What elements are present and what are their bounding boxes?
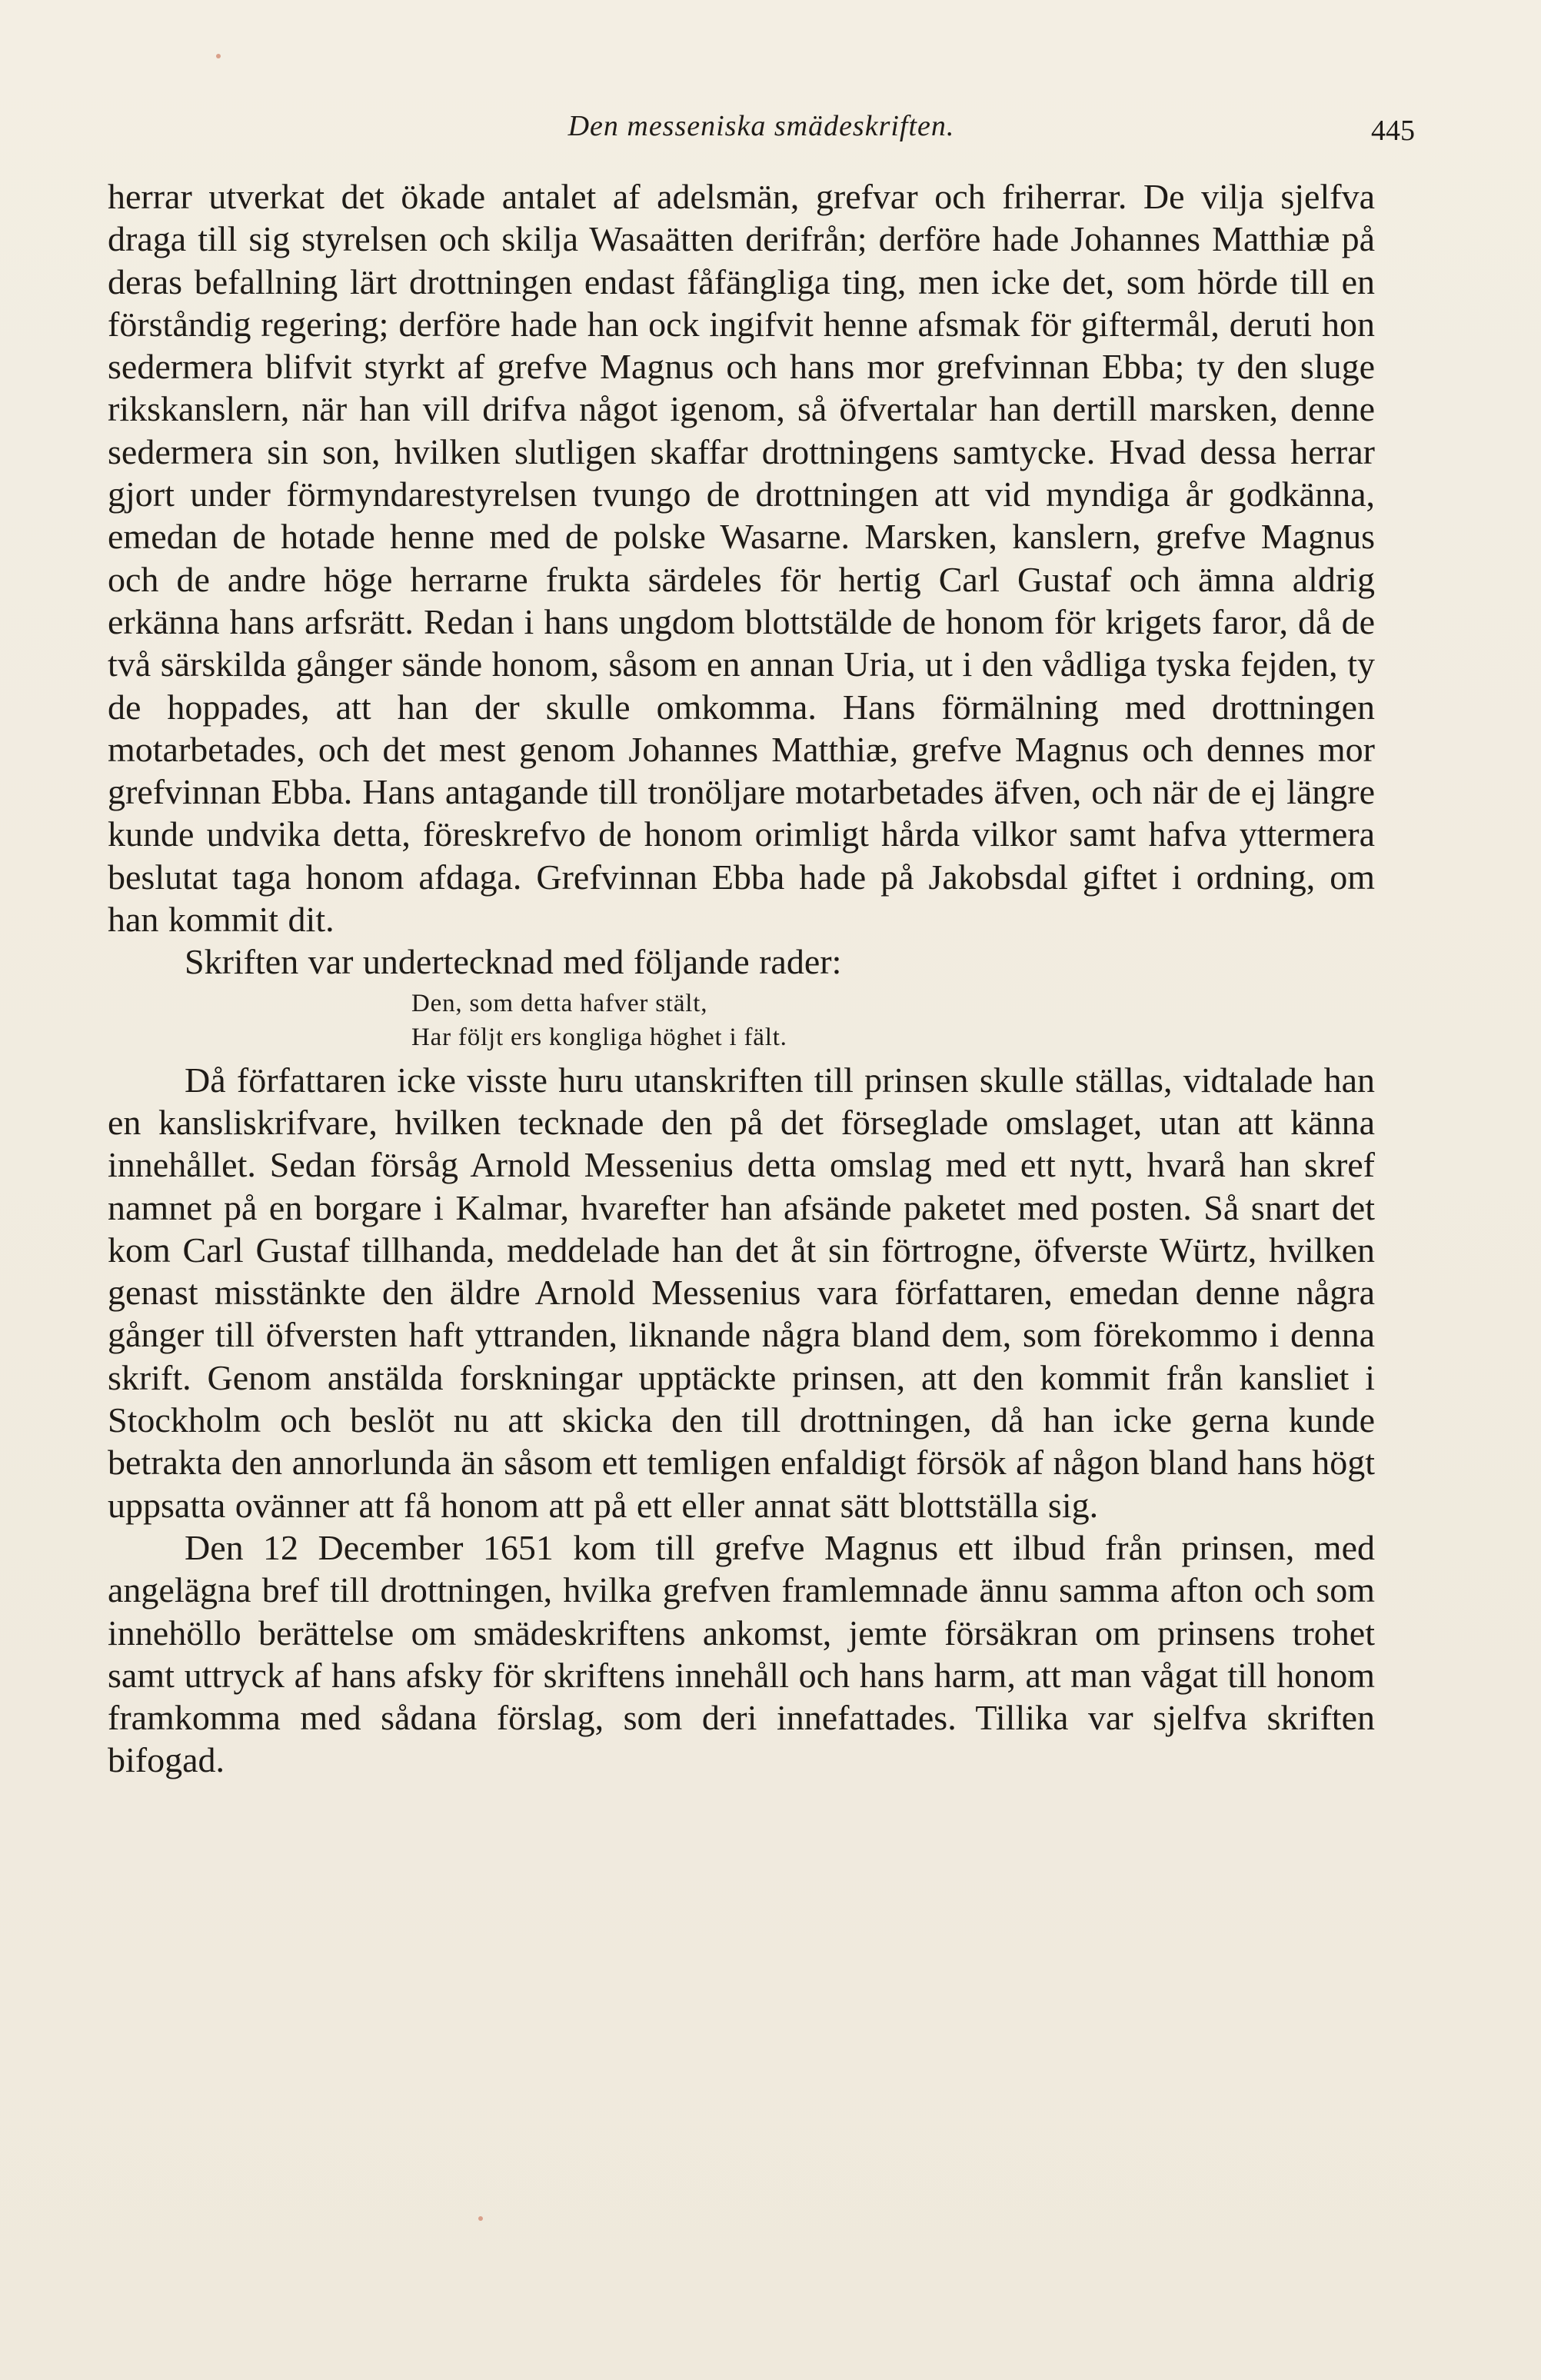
paragraph: Då författaren icke visste huru utanskriften till prinsen skulle ställas, vidtalade han en kansliskrifvare, hvilken tecknade den på det förseglade omslaget, utan att känna innehållet. Sedan försåg Arnold Messenius detta omslag med ett nytt, hvarå han skref namnet på en borgare i Kalmar, hvarefter han afsände paketet med posten. Så snart det kom Carl Gustaf tillhanda, meddelade han det åt sin förtrogne, öfverste Würtz, hvilken genast misstänkte den äldre Arnold Messenius vara författaren, emedan denne några gånger till öfversten haft yttranden, liknande några bland dem, som förekommo i denna skrift. Genom anstälda forskningar upptäckte prinsen, att den kommit från kansliet i Stockholm och beslöt nu att skicka den till drottningen, då han icke gerna kunde betrakta den annorlunda än såsom ett temligen enfaldigt försök af någon bland hans högt uppsatta ovänner att få honom att på ett eller annat sätt blottställa sig. — [108, 1060, 1375, 1525]
signature-verse — [411, 984, 1375, 1059]
paragraph: Skriften var undertecknad med följande rader: — [185, 942, 842, 982]
paper-stain-mark — [216, 54, 221, 58]
page-number: 445 — [1371, 115, 1415, 147]
verse-line: Har följt ers kongliga höghet i fält. — [411, 1023, 787, 1051]
body-text — [108, 175, 1375, 1782]
paragraph: herrar utverkat det ökade antalet af adelsmän, grefvar och friherrar. De vilja sjelfva draga till sig styrelsen och skilja Wasaätten derifrån; derföre hade Johannes Matthiæ på deras befallning lärt drottningen endast fåfängliga ting, men icke det, som hörde till en förståndig regering; derföre hade han ock ingifvit henne afsmak för giftermål, deruti hon sedermera blifvit styrkt af grefve Magnus och hans mor grefvinnan Ebba; ty den sluge rikskanslern, när han vill drifva något igenom, så öfvertalar han dertill marsken, denne sedermera sin son, hvilken slutligen skaffar drottningens samtycke. Hvad dessa herrar gjort under förmyndarestyrelsen tvungo de drottningen att vid myndiga år godkänna, emedan de hotade henne med de polske Wasarne. Marsken, kanslern, grefve Magnus och de andre höge herrarne frukta särdeles för hertig Carl Gustaf och ämna aldrig erkänna hans arfsrätt. Redan i hans ungdom blottstälde de honom för krigets faror, då de två särskilda gånger sände honom, såsom en annan Uria, ut i den vådliga tyska fejden, ty de hoppades, att han der skulle omkomma. Hans förmälning med drottningen motarbetades, och det mest genom Johannes Matthiæ, grefve Magnus och dennes mor grefvinnan Ebba. Hans antagande till tronöljare motarbetades äfven, och när de ej längre kunde undvika detta, föreskrefvo de honom orimligt hårda vilkor samt hafva yttermera beslutat taga honom afdaga. Grefvinnan Ebba hade på Jakobsdal giftet i ordning, om han kommit dit. — [108, 177, 1375, 940]
verse-line: Den, som detta hafver stält, — [411, 989, 708, 1017]
paragraph: Den 12 December 1651 kom till grefve Magnus ett ilbud från prinsen, med angelägna bref till drottningen, hvilka grefven framlemnade ännu samma afton och som innehöllo berättelse om smädeskriftens ankomst, jemte försäkran om prinsens trohet samt uttryck af hans afsky för skriftens innehåll och hans harm, att man vågat till honom framkomma med sådana förslag, som deri innefattades. Tillika var sjelfva skriften bifogad. — [108, 1527, 1375, 1780]
page-header — [108, 109, 1415, 155]
running-title: Den messeniska smädeskriften. — [567, 110, 955, 142]
paper-stain-mark — [478, 2216, 483, 2221]
